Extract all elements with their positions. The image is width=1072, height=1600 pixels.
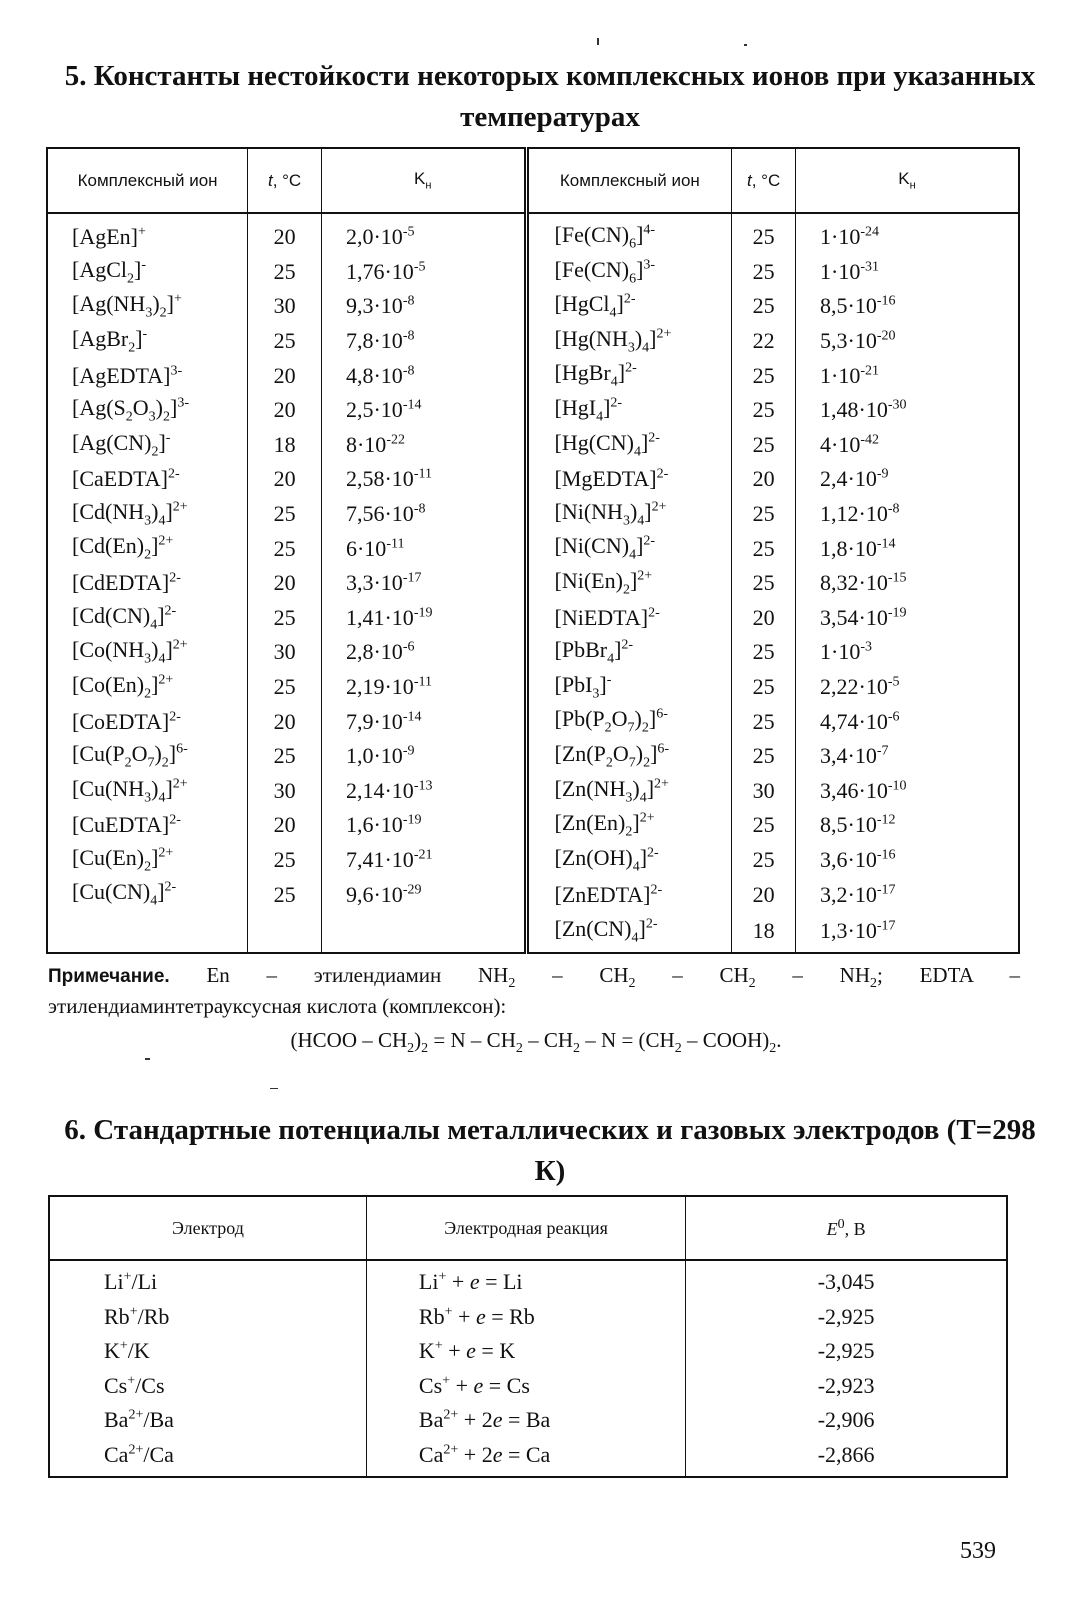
table-row — [49, 1334, 1007, 1369]
k-cell: $2,14\cdot 10^{-13}$ — [321, 774, 526, 809]
ion-cell: $[Ag(CN)_2]^-$ — [47, 428, 248, 463]
temp-cell: 20 — [248, 704, 322, 739]
temp-cell: 25 — [732, 704, 796, 739]
temp-cell: 18 — [732, 912, 796, 953]
ion-cell: $[Cu(CN)_4]^{2-}$ — [47, 877, 248, 912]
ion-cell: $[Fe(CN)_6]^{4-}$ — [526, 213, 732, 255]
k-cell: $7,9\cdot 10^{-14}$ — [321, 704, 526, 739]
ion-cell: $[Co(En)_2]^{2+}$ — [47, 670, 248, 705]
temp-cell: 25 — [732, 213, 796, 255]
temp-cell: 25 — [248, 324, 322, 359]
note-line-2: этилендиаминтетрауксусная кислота (комплексон): — [48, 994, 507, 1018]
temp-cell — [248, 912, 322, 953]
temp-cell: 20 — [732, 462, 796, 497]
table-row — [49, 1300, 1007, 1335]
temp-cell: 30 — [248, 774, 322, 809]
table-row — [49, 1369, 1007, 1404]
k-cell: $3,6\cdot 10^{-16}$ — [796, 843, 1019, 878]
temp-cell: 25 — [732, 289, 796, 324]
table-row — [49, 1438, 1007, 1478]
k-cell: $4\cdot 10^{-42}$ — [796, 428, 1019, 463]
k-cell: $1,6\cdot 10^{-19}$ — [321, 808, 526, 843]
k-cell: $3,46\cdot 10^{-10}$ — [796, 774, 1019, 809]
header-reaction: Электродная реакция — [366, 1196, 685, 1260]
temp-cell: 20 — [248, 358, 322, 393]
potential-cell: -3,045 — [686, 1260, 1007, 1300]
reaction-cell: Li+ + e = Li — [366, 1260, 685, 1300]
k-cell: $3,4\cdot 10^{-7}$ — [796, 739, 1019, 774]
temp-cell: 25 — [732, 739, 796, 774]
table-row — [47, 531, 1019, 566]
temp-cell: 30 — [732, 774, 796, 809]
table-header-row — [47, 148, 1019, 213]
potential-cell: -2,925 — [686, 1334, 1007, 1369]
temp-cell: 25 — [732, 428, 796, 463]
k-cell: $5,3\cdot 10^{-20}$ — [796, 324, 1019, 359]
temp-cell: 20 — [248, 808, 322, 843]
temp-cell: 18 — [248, 428, 322, 463]
k-cell: $7,8\cdot 10^{-8}$ — [321, 324, 526, 359]
ion-cell: [PbBr$_4$]$^{2-}$ — [526, 635, 732, 670]
temp-cell: 30 — [248, 635, 322, 670]
standard-potentials-table — [48, 1195, 1008, 1478]
temp-cell: 25 — [732, 670, 796, 705]
temp-cell: 25 — [248, 255, 322, 290]
temp-cell: 30 — [248, 289, 322, 324]
ion-cell: $[Zn(OH)_4]^{2-}$ — [526, 843, 732, 878]
table-row — [47, 462, 1019, 497]
potential-cell: -2,923 — [686, 1369, 1007, 1404]
table-row — [47, 566, 1019, 601]
k-cell: $9,6\cdot 10^{-29}$ — [321, 877, 526, 912]
ion-cell: $[Hg(CN)_4]^{2-}$ — [526, 428, 732, 463]
temp-cell: 25 — [248, 601, 322, 636]
k-cell: $1,3\cdot 10^{-17}$ — [796, 912, 1019, 953]
electrode-cell: Cs+/Cs — [49, 1369, 366, 1404]
ion-cell: $[Ni(CN)_4]^{2-}$ — [526, 531, 732, 566]
ion-cell: [CuEDTA]$^{2-}$ — [47, 808, 248, 843]
ion-cell: $[HgI_4]^{2-}$ — [526, 393, 732, 428]
note-line-1: En – этилендиамин $NH_2 - CH_2 - CH_2 - NH_2$; EDTA – — [169, 963, 1020, 992]
potential-cell: -2,906 — [686, 1403, 1007, 1438]
k-cell: $8,5\cdot 10^{-12}$ — [796, 808, 1019, 843]
k-cell: $8\cdot 10^{-22}$ — [321, 428, 526, 463]
temp-cell: 25 — [732, 566, 796, 601]
temp-cell: 25 — [732, 497, 796, 532]
ion-cell: [HgBr$_4$]$^{2-}$ — [526, 358, 732, 393]
k-cell — [321, 912, 526, 953]
ion-cell — [47, 912, 248, 953]
edta-formula: (HCOO – $CH_2)_2 = N - CH_2 - CH_2 - N = (CH_2$ – $COOH)_2$. — [290, 1028, 782, 1057]
reaction-cell: $Ba^{2+} + 2e = Ba$ — [366, 1403, 685, 1438]
table-row — [47, 704, 1019, 739]
table-row — [47, 739, 1019, 774]
ion-cell: $[Ag(NH_3)_2]^+$ — [47, 289, 248, 324]
k-cell: $1,12\cdot 10^{-8}$ — [796, 497, 1019, 532]
ion-cell: $[Cd(CN)_4]^{2-}$ — [47, 601, 248, 636]
table-row — [47, 635, 1019, 670]
electrode-cell: K+/K — [49, 1334, 366, 1369]
ion-cell: [PbI$_3$]- — [526, 670, 732, 705]
potential-cell: -2,925 — [686, 1300, 1007, 1335]
k-cell: $3,54\cdot 10^{-19}$ — [796, 601, 1019, 636]
table-body — [49, 1260, 1007, 1477]
reaction-cell: Rb+ + e = Rb — [366, 1300, 685, 1335]
electrode-cell: Li+/Li — [49, 1260, 366, 1300]
k-cell: $1\cdot 10^{-21}$ — [796, 358, 1019, 393]
table-row — [47, 358, 1019, 393]
k-cell: $1,76\cdot 10^{-5}$ — [321, 255, 526, 290]
k-cell: $8,32\cdot 10^{-15}$ — [796, 566, 1019, 601]
section-6-title: 6. Стандартные потенциалы металлических и газовых электродов (Т=298 К) — [64, 1114, 1036, 1187]
potential-cell: -2,866 — [686, 1438, 1007, 1478]
temp-cell: 20 — [248, 213, 322, 255]
reaction-cell: K+ + e = K — [366, 1334, 685, 1369]
k-cell: $4,8\cdot 10^{-8}$ — [321, 358, 526, 393]
ion-cell: [NiEDTA]$^{2-}$ — [526, 601, 732, 636]
temp-cell: 25 — [248, 531, 322, 566]
ion-cell: $[Ni(En)_2]^{2+}$ — [526, 566, 732, 601]
ion-cell: $[Zn(CN)_4]^{2-}$ — [526, 912, 732, 953]
k-cell: $2,0\cdot 10^{-5}$ — [321, 213, 526, 255]
electrode-cell: $Ba^{2+}/Ba$ — [49, 1403, 366, 1438]
table-row — [47, 393, 1019, 428]
ion-cell: $[Fe(CN)_6]^{3-}$ — [526, 255, 732, 290]
temp-cell: 25 — [248, 843, 322, 878]
reaction-cell: $Ca^{2+} + 2e = Ca$ — [366, 1438, 685, 1478]
note-label: Примечание. — [48, 966, 170, 987]
k-cell: $1,8\cdot 10^{-14}$ — [796, 531, 1019, 566]
k-cell: $3,3\cdot 10^{-17}$ — [321, 566, 526, 601]
ion-cell: $[Cd(En)_2]^{2+}$ — [47, 531, 248, 566]
ion-cell: [HgCl$_4$]$^{2-}$ — [526, 289, 732, 324]
k-cell: $1\cdot 10^{-24}$ — [796, 213, 1019, 255]
table-row — [47, 912, 1019, 953]
k-cell: $1,41\cdot 10^{-19}$ — [321, 601, 526, 636]
temp-cell: 22 — [732, 324, 796, 359]
table-header-row — [49, 1196, 1007, 1260]
table-row — [47, 843, 1019, 878]
k-cell: $2,22\cdot 10^{-5}$ — [796, 670, 1019, 705]
header-ion: Комплексный ион — [526, 148, 732, 213]
header-k: $K_н$ — [796, 148, 1019, 213]
temp-cell: 25 — [732, 531, 796, 566]
table-row — [49, 1403, 1007, 1438]
ion-cell: [AgBr$_2$]- — [47, 324, 248, 359]
k-cell: $2,4\cdot 10^{-9}$ — [796, 462, 1019, 497]
temp-cell: 20 — [248, 462, 322, 497]
section-5-title: 5. Константы нестойкости некоторых комплексных ионов при указанных температурах — [64, 60, 1036, 133]
header-temp: t, °C — [248, 148, 322, 213]
temp-cell: 25 — [248, 497, 322, 532]
table-row — [47, 670, 1019, 705]
k-cell: $1\cdot 10^{-31}$ — [796, 255, 1019, 290]
table-row — [47, 497, 1019, 532]
table-row — [47, 877, 1019, 912]
table-row — [47, 289, 1019, 324]
ion-cell: $[Hg(NH_3)_4]^{2+}$ — [526, 324, 732, 359]
temp-cell: 25 — [248, 670, 322, 705]
electrode-cell: Rb+/Rb — [49, 1300, 366, 1335]
temp-cell: 25 — [248, 739, 322, 774]
table-row — [47, 601, 1019, 636]
page-number: 539 — [960, 1538, 996, 1564]
k-cell: $6\cdot 10^{-11}$ — [321, 531, 526, 566]
temp-cell: 25 — [732, 843, 796, 878]
temp-cell: 25 — [732, 808, 796, 843]
reaction-cell: Cs+ + e = Cs — [366, 1369, 685, 1404]
header-electrode: Электрод — [49, 1196, 366, 1260]
k-cell: $2,19\cdot 10^{-11}$ — [321, 670, 526, 705]
ion-cell: $[Zn(NH_3)_4]^{2+}$ — [526, 774, 732, 809]
table-row — [47, 808, 1019, 843]
temp-cell: 25 — [732, 255, 796, 290]
k-cell: $1\cdot 10^{-3}$ — [796, 635, 1019, 670]
k-cell: $9,3\cdot 10^{-8}$ — [321, 289, 526, 324]
ion-cell: [CoEDTA]$^{2-}$ — [47, 704, 248, 739]
header-temp: t, °C — [732, 148, 796, 213]
k-cell: $3,2\cdot 10^{-17}$ — [796, 877, 1019, 912]
temp-cell: 20 — [248, 393, 322, 428]
header-ion: Комплексный ион — [47, 148, 248, 213]
temp-cell: 20 — [732, 601, 796, 636]
ion-cell: $[Cu(NH_3)_4]^{2+}$ — [47, 774, 248, 809]
ion-cell: [AgEn]+ — [47, 213, 248, 255]
k-cell: $4,74\cdot 10^{-6}$ — [796, 704, 1019, 739]
instability-constants-table — [46, 147, 1020, 954]
table-row — [47, 255, 1019, 290]
temp-cell: 20 — [248, 566, 322, 601]
temp-cell: 25 — [248, 877, 322, 912]
ion-cell: $[Zn(P_2O_7)_2]^{6-}$ — [526, 739, 732, 774]
table-body — [47, 213, 1019, 953]
ion-cell: $[Cd(NH_3)_4]^{2+}$ — [47, 497, 248, 532]
k-cell: $1,48\cdot 10^{-30}$ — [796, 393, 1019, 428]
ion-cell: $[Co(NH_3)_4]^{2+}$ — [47, 635, 248, 670]
k-cell: $7,41\cdot 10^{-21}$ — [321, 843, 526, 878]
ion-cell: $[Cu(P_2O_7)_2]^{6-}$ — [47, 739, 248, 774]
ion-cell: [CaEDTA]$^{2-}$ — [47, 462, 248, 497]
temp-cell: 25 — [732, 358, 796, 393]
ion-cell: $[Ni(NH_3)_4]^{2+}$ — [526, 497, 732, 532]
table-row — [47, 428, 1019, 463]
k-cell: $2,8\cdot 10^{-6}$ — [321, 635, 526, 670]
k-cell: $8,5\cdot 10^{-16}$ — [796, 289, 1019, 324]
ion-cell: $[Pb(P_2O_7)_2]^{6-}$ — [526, 704, 732, 739]
table-row — [47, 213, 1019, 255]
k-cell: $1,0\cdot 10^{-9}$ — [321, 739, 526, 774]
electrode-cell: $Ca^{2+}/Ca$ — [49, 1438, 366, 1478]
header-potential: $E^0$, В — [686, 1196, 1007, 1260]
k-cell: $7,56\cdot 10^{-8}$ — [321, 497, 526, 532]
k-cell: $2,5\cdot 10^{-14}$ — [321, 393, 526, 428]
ion-cell: [AgCl$_2$]- — [47, 255, 248, 290]
k-cell: $2,58\cdot 10^{-11}$ — [321, 462, 526, 497]
ion-cell: [CdEDTA]$^{2-}$ — [47, 566, 248, 601]
ion-cell: $[Zn(En)_2]^{2+}$ — [526, 808, 732, 843]
temp-cell: 20 — [732, 877, 796, 912]
table-row — [47, 774, 1019, 809]
header-k: $K_н$ — [321, 148, 526, 213]
temp-cell: 25 — [732, 393, 796, 428]
table-row — [47, 324, 1019, 359]
temp-cell: 25 — [732, 635, 796, 670]
table-row — [49, 1260, 1007, 1300]
ion-cell: [MgEDTA]$^{2-}$ — [526, 462, 732, 497]
ion-cell: $[Ag(S_2O_3)_2]^{3-}$ — [47, 393, 248, 428]
ion-cell: $[Cu(En)_2]^{2+}$ — [47, 843, 248, 878]
ion-cell: [ZnEDTA]$^{2-}$ — [526, 877, 732, 912]
ion-cell: [AgEDTA]$^{3-}$ — [47, 358, 248, 393]
